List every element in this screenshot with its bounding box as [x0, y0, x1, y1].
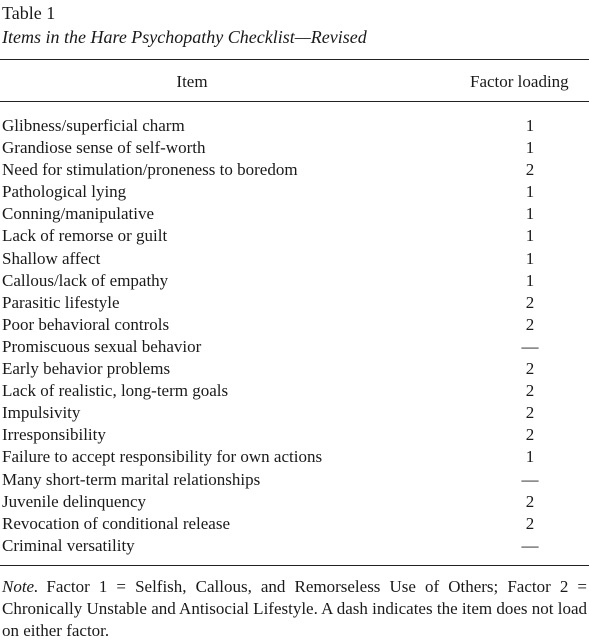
row-item-label: Revocation of conditional release	[2, 513, 230, 533]
row-factor-loading: 2	[525, 381, 535, 401]
row-item-label: Many short-term marital relationships	[2, 469, 261, 489]
table-row	[0, 535, 589, 557]
table-title: Items in the Hare Psychopathy Checklist—Revised	[2, 27, 367, 47]
row-factor-loading: 2	[525, 513, 535, 533]
row-item-label: Grandiose sense of self-worth	[2, 138, 206, 158]
column-header-factor-loading: Factor loading	[470, 72, 569, 91]
row-factor-loading: 2	[525, 491, 535, 511]
row-item-label: Glibness/superficial charm	[2, 116, 185, 135]
table-row	[0, 225, 589, 247]
row-factor-loading: 2	[525, 425, 535, 445]
row-item-label: Parasitic lifestyle	[2, 292, 120, 312]
row-item-label: Juvenile delinquency	[2, 491, 146, 511]
row-factor-loading: 2	[525, 314, 535, 334]
table-row	[0, 424, 589, 446]
row-item-label: Early behavior problems	[2, 359, 171, 379]
table-row	[0, 402, 589, 424]
table-header-rule	[0, 101, 589, 102]
table-row	[0, 314, 589, 336]
table-row	[0, 248, 589, 270]
row-factor-loading: 1	[525, 248, 535, 268]
column-header-item: Item	[176, 72, 208, 91]
row-item-label: Impulsivity	[2, 403, 81, 423]
row-factor-loading: 1	[525, 447, 535, 467]
table-body	[0, 115, 589, 557]
table-row	[0, 491, 589, 513]
table-row	[0, 137, 589, 159]
row-item-label: Promiscuous sexual behavior	[2, 336, 202, 356]
table-row	[0, 270, 589, 292]
table-row	[0, 358, 589, 380]
row-factor-loading: 1	[525, 204, 535, 224]
table-row	[0, 203, 589, 225]
table-row	[0, 115, 589, 137]
row-item-label: Callous/lack of empathy	[2, 270, 169, 290]
row-factor-loading: 1	[525, 270, 535, 290]
row-item-label: Irresponsibility	[2, 425, 106, 445]
table-bottom-rule	[0, 565, 589, 566]
row-factor-loading: 2	[525, 403, 535, 423]
note-text: Factor 1 = Selfish, Callous, and Remorseless Use of Others; Factor 2 = Chronically Unstable and Antisocial Lifestyle. A dash indicates the item does not load on either factor.	[2, 577, 587, 640]
row-item-label: Shallow affect	[2, 248, 101, 268]
table-row	[0, 181, 589, 203]
table-row	[0, 159, 589, 181]
row-factor-loading: 2	[525, 359, 535, 379]
row-item-label: Poor behavioral controls	[2, 314, 170, 334]
table-label: Table 1	[2, 3, 56, 23]
table-row	[0, 513, 589, 535]
table-row	[0, 380, 589, 402]
table-row	[0, 336, 589, 358]
row-item-label: Pathological lying	[2, 182, 127, 202]
row-factor-loading: 1	[525, 138, 535, 158]
table-row	[0, 446, 589, 468]
table-row	[0, 469, 589, 491]
note-label: Note.	[2, 577, 39, 596]
row-item-label: Failure to accept responsibility for own actions	[2, 447, 323, 467]
row-item-label: Lack of remorse or guilt	[2, 226, 168, 246]
row-item-label: Conning/manipulative	[2, 204, 155, 224]
table-top-rule	[0, 59, 589, 60]
row-factor-loading: 2	[525, 160, 535, 180]
row-factor-loading: 2	[525, 292, 535, 312]
table-note	[2, 576, 587, 642]
row-factor-loading: 1	[525, 226, 535, 246]
row-factor-loading: 1	[525, 116, 535, 135]
row-factor-loading: —	[521, 535, 539, 555]
row-item-label: Criminal versatility	[2, 535, 135, 555]
row-factor-loading: 1	[525, 182, 535, 202]
table-row	[0, 292, 589, 314]
row-factor-loading: —	[521, 336, 539, 356]
row-item-label: Need for stimulation/proneness to boredom	[2, 160, 298, 180]
row-factor-loading: —	[521, 469, 539, 489]
row-item-label: Lack of realistic, long-term goals	[2, 381, 229, 401]
